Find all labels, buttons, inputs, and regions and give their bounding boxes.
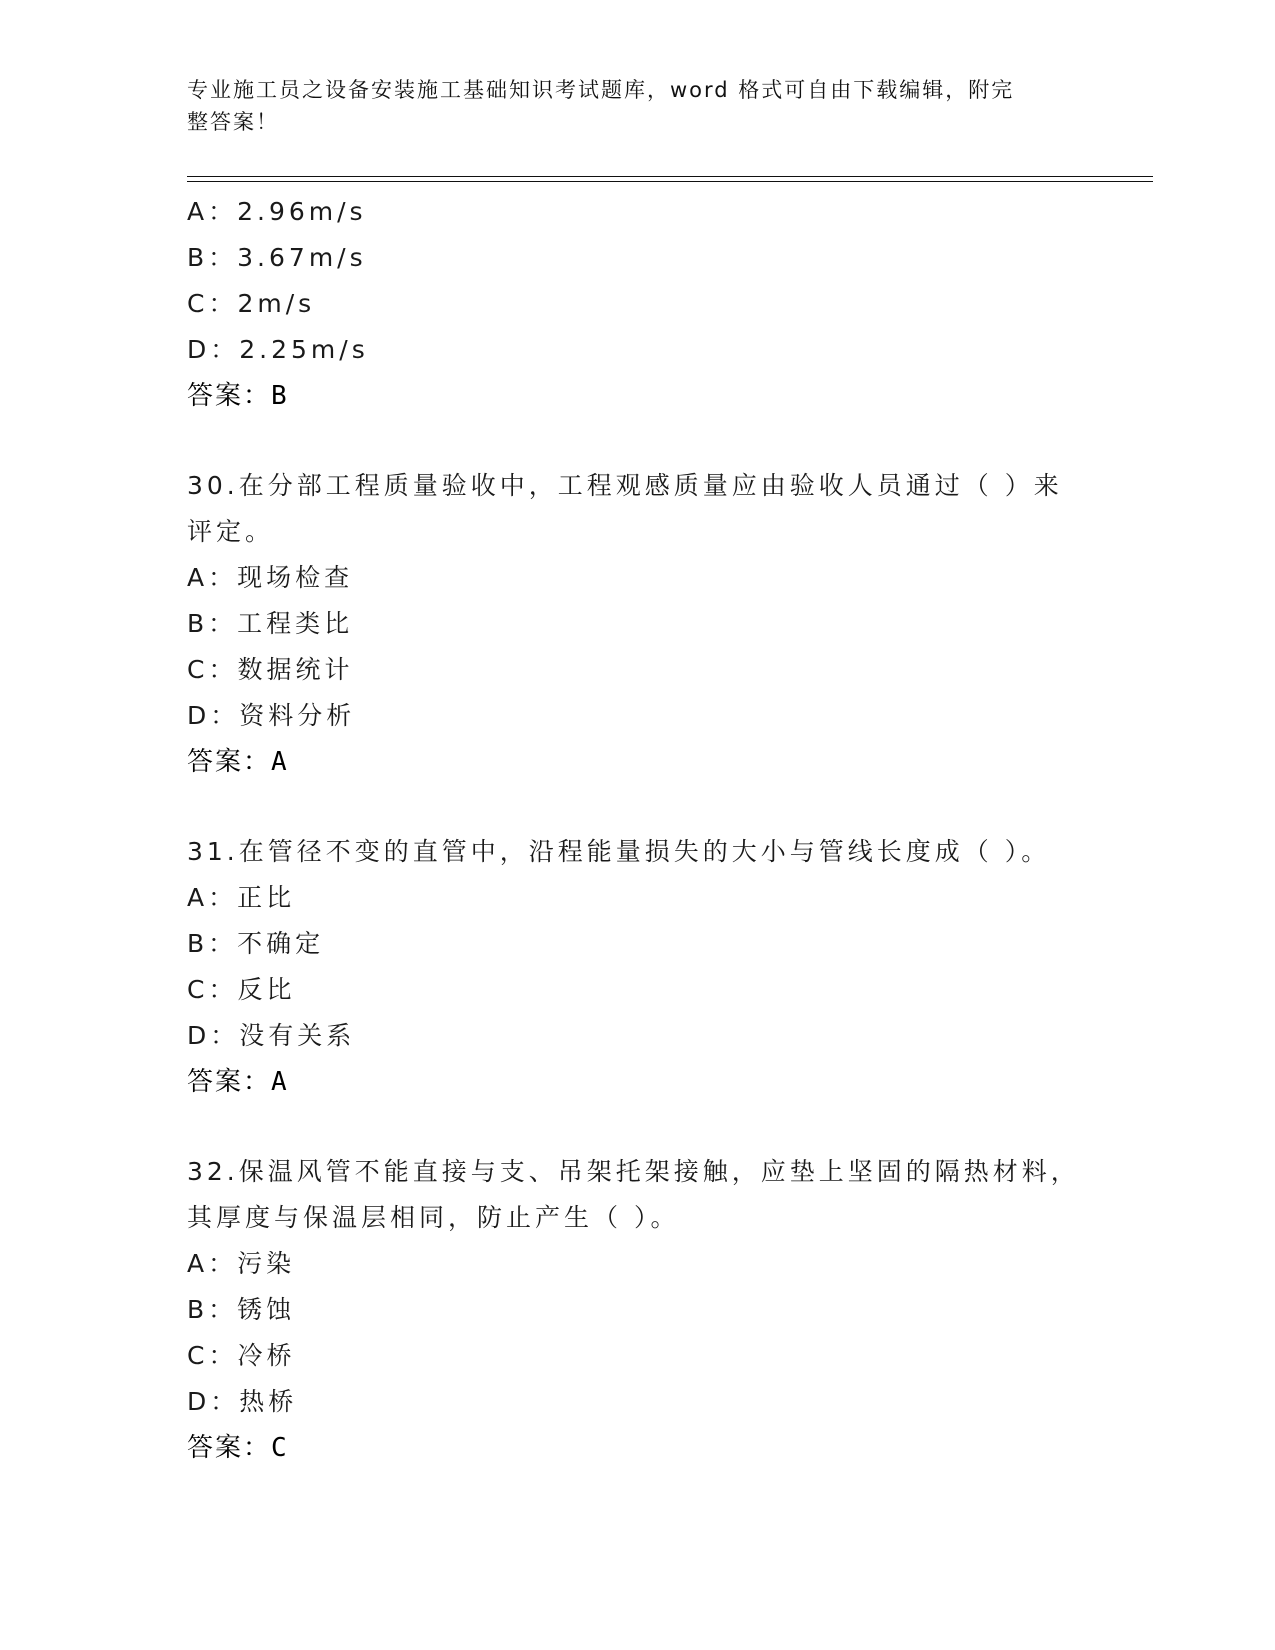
question-29 (187, 189, 1087, 419)
question-stem: 31.在管径不变的直管中，沿程能量损失的大小与管线长度成（ ）。 (187, 837, 1051, 866)
option-c: C：反比 (187, 975, 296, 1004)
option-d: D：没有关系 (187, 1021, 356, 1050)
document-header (187, 74, 1067, 138)
answer-line: 答案：C (187, 1433, 289, 1463)
question-30 (187, 463, 1087, 785)
option-c: C：2m/s (187, 289, 316, 318)
option-b: B：工程类比 (187, 609, 354, 638)
answer-line: 答案：B (187, 381, 289, 411)
question-32 (187, 1149, 1087, 1471)
question-stem: 30.在分部工程质量验收中，工程观感质量应由验收人员通过（ ）来 (187, 471, 1063, 500)
option-a: A：2.96m/s (187, 197, 367, 226)
option-b: B：锈蚀 (187, 1295, 296, 1324)
header-line-1: 专业施工员之设备安装施工基础知识考试题库，word 格式可自由下载编辑，附完 (187, 78, 1015, 102)
option-c: C：冷桥 (187, 1341, 296, 1370)
question-stem: 32.保温风管不能直接与支、吊架托架接触，应垫上坚固的隔热材料， (187, 1157, 1080, 1186)
option-d: D：热桥 (187, 1387, 298, 1416)
spacer (187, 419, 1087, 463)
option-b: B：不确定 (187, 929, 325, 958)
header-divider-bottom (187, 181, 1153, 182)
option-a: A：现场检查 (187, 563, 354, 592)
question-stem-continued: 其厚度与保温层相同，防止产生（ ）。 (187, 1203, 680, 1232)
header-divider-top (187, 176, 1153, 177)
answer-line: 答案：A (187, 1067, 289, 1097)
option-a: A：正比 (187, 883, 296, 912)
option-d: D：资料分析 (187, 701, 356, 730)
question-31 (187, 829, 1087, 1105)
option-d: D：2.25m/s (187, 335, 369, 364)
option-b: B：3.67m/s (187, 243, 367, 272)
question-list (187, 189, 1087, 1471)
header-line-2: 整答案！ (187, 110, 279, 134)
answer-line: 答案：A (187, 747, 289, 777)
spacer (187, 1105, 1087, 1149)
spacer (187, 785, 1087, 829)
option-c: C：数据统计 (187, 655, 354, 684)
option-a: A：污染 (187, 1249, 296, 1278)
question-stem-continued: 评定。 (187, 517, 275, 546)
